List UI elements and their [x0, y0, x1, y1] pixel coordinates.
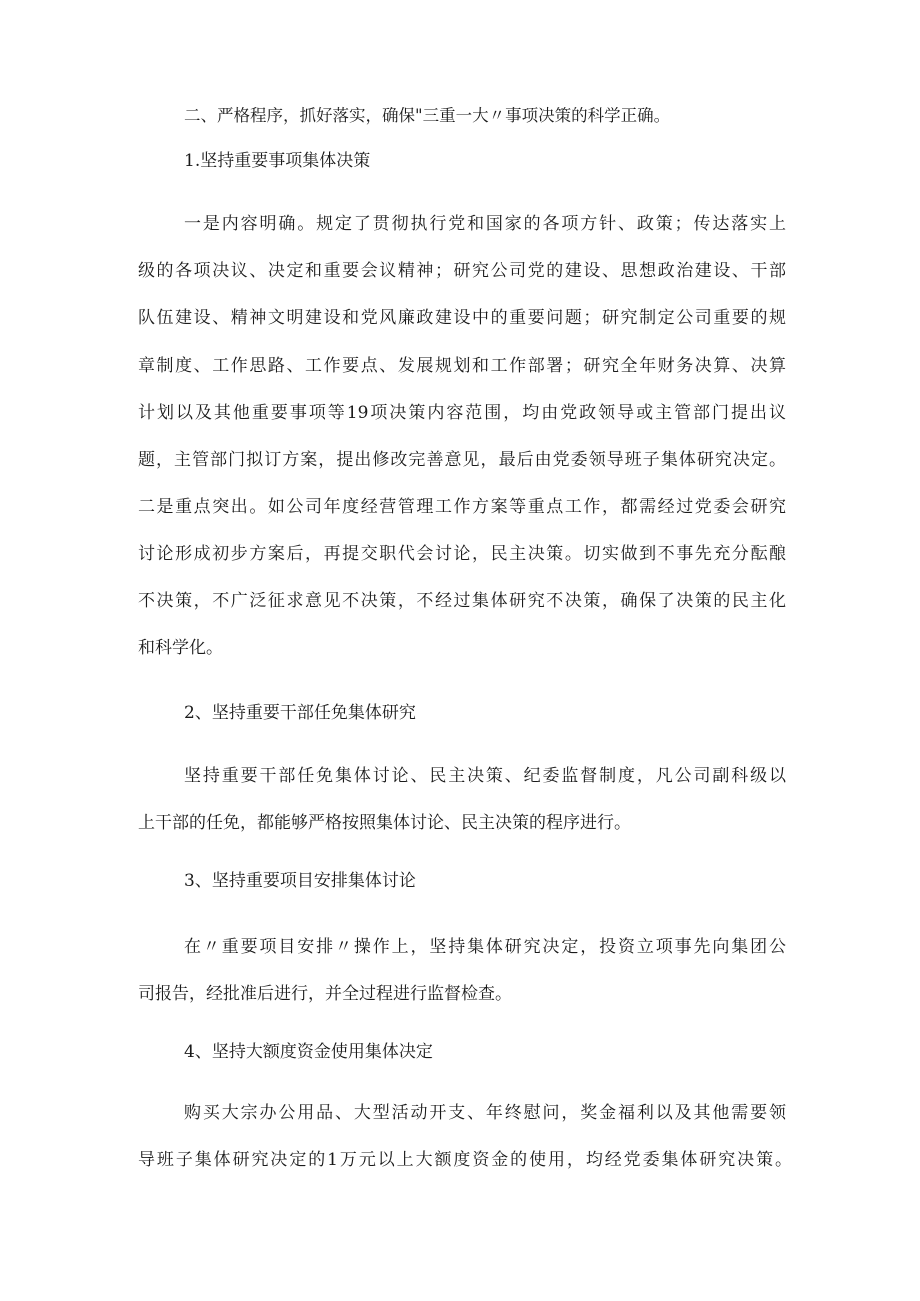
- paragraph-line: 一是内容明确。规定了贯彻执行党和国家的各项方针、政策；传达落实上: [184, 214, 786, 234]
- paragraph-line: 司报告，经批准后进行，并全过程进行监督检查。: [138, 984, 512, 1004]
- paragraph-line: 不决策，不广泛征求意见不决策，不经过集体研究不决策，确保了决策的民主化: [138, 591, 786, 611]
- paragraph-line: 在〃重要项目安排〃操作上，坚持集体研究决定，投资立项事先向集团公: [184, 937, 786, 957]
- paragraph-line: 购买大宗办公用品、大型活动开支、年终慰问，奖金福利以及其他需要领: [184, 1103, 786, 1123]
- paragraph-line: 讨论形成初步方案后，再提交职代会讨论，民主决策。切实做到不事先充分酝酿: [138, 544, 786, 564]
- paragraph-line: 导班子集体研究决定的1万元以上大额度资金的使用，均经党委集体研究决策。: [138, 1150, 792, 1170]
- paragraph-line: 题，主管部门拟订方案，提出修改完善意见，最后由党委领导班子集体研究决定。: [138, 450, 786, 470]
- subsection-title: 2、坚持重要干部任免集体研究: [184, 703, 416, 723]
- subsection-title: 1.坚持重要事项集体决策: [184, 151, 371, 171]
- paragraph-line: 级的各项决议、决定和重要会议精神；研究公司党的建设、思想政治建设、干部: [138, 261, 786, 281]
- paragraph-line: 二是重点突出。如公司年度经营管理工作方案等重点工作，都需经过党委会研究: [138, 497, 786, 517]
- paragraph-line: 队伍建设、精神文明建设和党风廉政建设中的重要问题；研究制定公司重要的规: [138, 308, 786, 328]
- subsection-title: 3、坚持重要项目安排集体讨论: [184, 871, 416, 891]
- paragraph-line: 上干部的任免，都能够严格按照集体讨论、民主决策的程序进行。: [138, 813, 631, 833]
- paragraph-line: 坚持重要干部任免集体讨论、民主决策、纪委监督制度，凡公司副科级以: [184, 766, 786, 786]
- paragraph-line: 和科学化。: [138, 638, 223, 658]
- paragraph-line: 章制度、工作思路、工作要点、发展规划和工作部署；研究全年财务决算、决算: [138, 356, 786, 376]
- subsection-title: 4、坚持大额度资金使用集体决定: [184, 1042, 433, 1062]
- paragraph-line: 计划以及其他重要事项等19项决策内容范围，均由党政领导或主管部门提出议: [138, 403, 786, 423]
- section-heading: 二、严格程序，抓好落实，确保"三重一大〃事项决策的科学正确。: [184, 106, 671, 125]
